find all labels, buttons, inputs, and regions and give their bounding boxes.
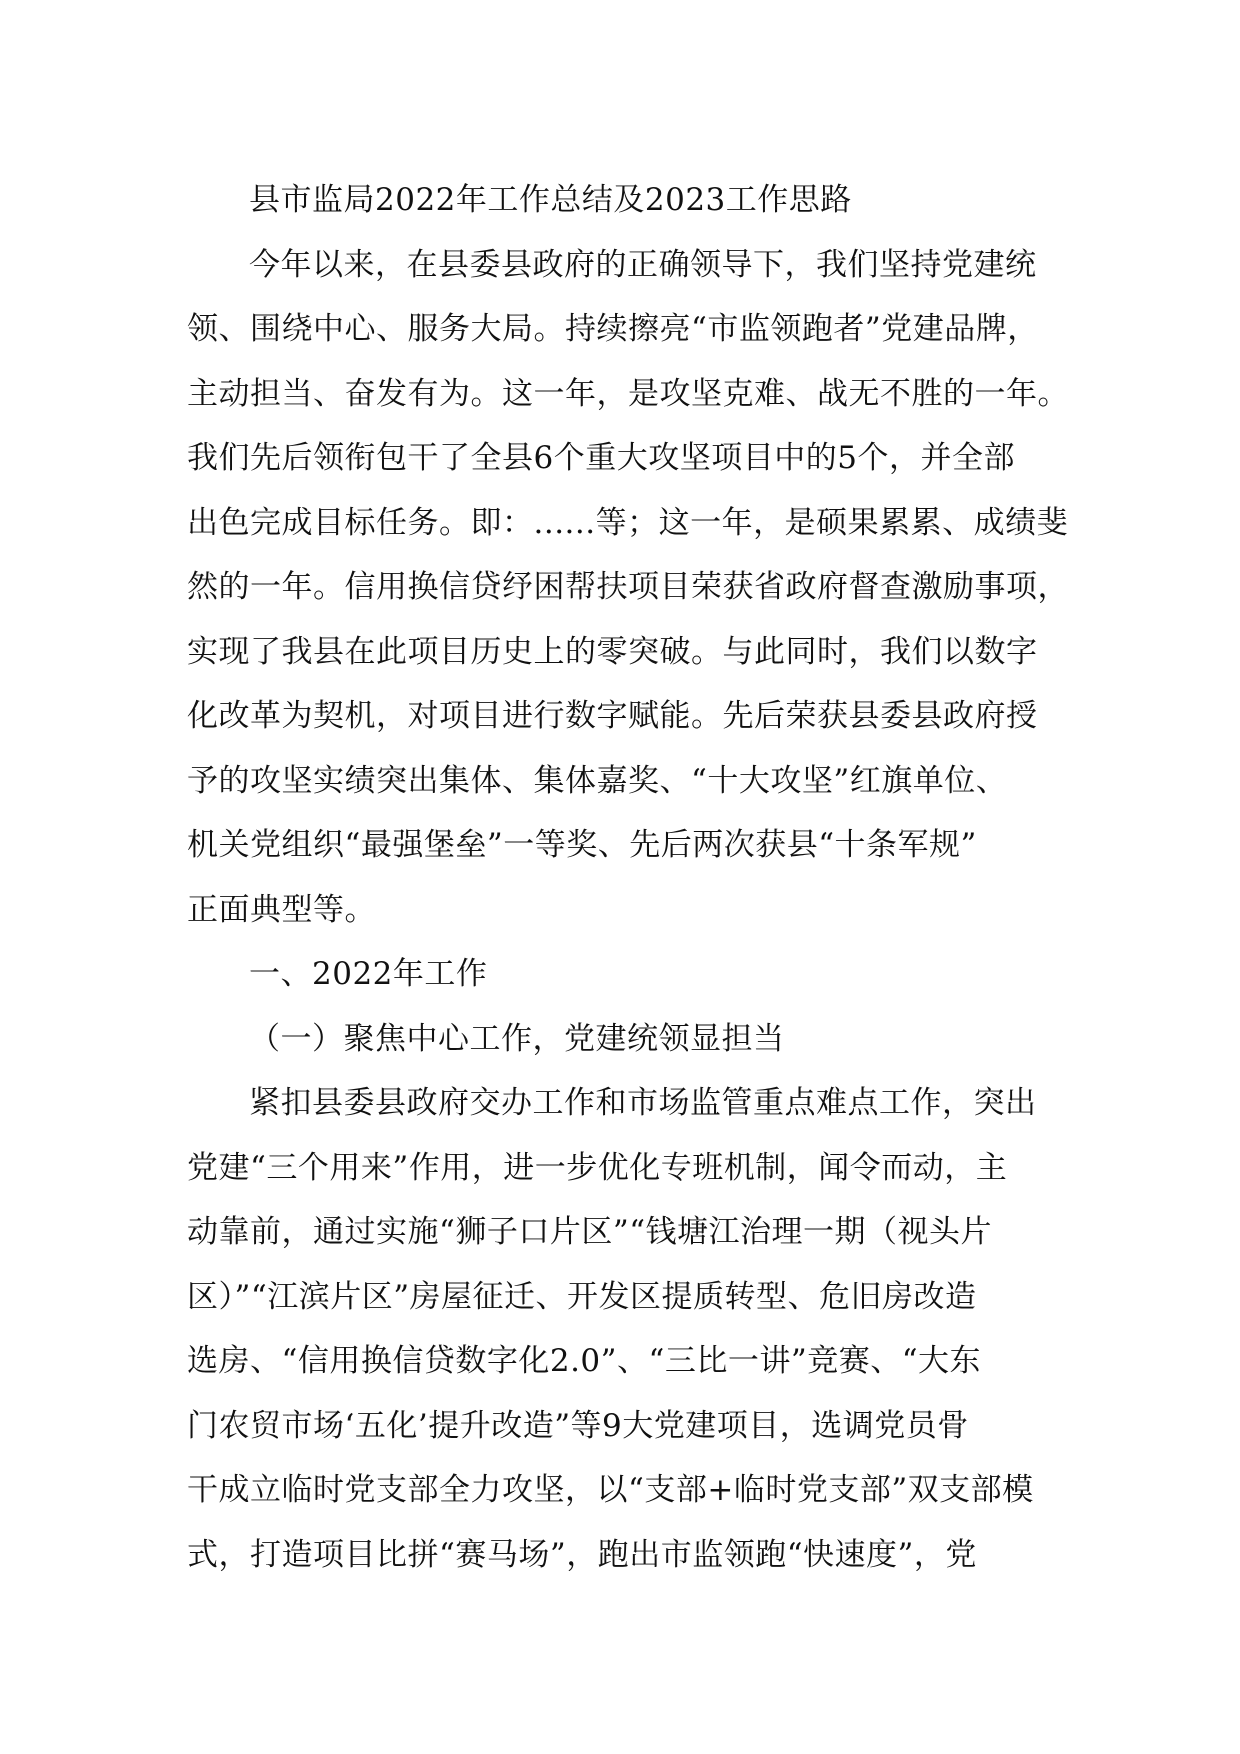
intro-line: 主动担当、奋发有为。这一年，是攻坚克难、战无不胜的一年。 <box>187 375 1069 412</box>
body-line: 党建“三个用来”作用，进一步优化专班机制，闻令而动，主 <box>187 1149 1008 1186</box>
intro-line: 出色完成目标任务。即：......等；这一年，是硕果累累、成绩斐 <box>187 504 1069 541</box>
document-title: 县市监局2022年工作总结及2023工作思路 <box>249 182 852 218</box>
intro-line: 正面典型等。 <box>187 891 376 928</box>
intro-paragraph <box>187 233 1087 943</box>
intro-line: 领、围绕中心、服务大局。持续擦亮“市监领跑者”党建品牌， <box>187 311 1039 347</box>
intro-line: 然的一年。信用换信贷纾困帮扶项目荣获省政府督查激励事项， <box>187 569 1069 605</box>
intro-line: 今年以来，在县委县政府的正确领导下，我们坚持党建统 <box>249 246 1037 283</box>
body-line: 区）”“江滨片区”房屋征迁、开发区提质转型、危旧房改造 <box>187 1278 977 1315</box>
body-line: 动靠前，通过实施“狮子口片区”“钱塘江治理一期（视头片 <box>187 1214 993 1250</box>
body-line: 紧扣县委县政府交办工作和市场监管重点难点工作，突出 <box>249 1085 1037 1121</box>
intro-line: 我们先后领衔包干了全县6个重大攻坚项目中的5个，并全部 <box>187 440 1015 476</box>
body-line: 选房、“信用换信贷数字化2.0”、“三比一讲”竞赛、“大东 <box>187 1343 982 1379</box>
intro-line: 予的攻坚实绩突出集体、集体嘉奖、“十大攻坚”红旗单位、 <box>187 762 1008 799</box>
subsection-heading: （一）聚焦中心工作，党建统领显担当 <box>249 1020 785 1057</box>
section-heading: 一、2022年工作 <box>249 956 488 992</box>
body-line: 门农贸市场‘五化’提升改造”等9大党建项目，选调党员骨 <box>187 1407 969 1444</box>
intro-line: 实现了我县在此项目历史上的零突破。与此同时，我们以数字 <box>187 633 1038 670</box>
intro-line: 化改革为契机，对项目进行数字赋能。先后荣获县委县政府授 <box>187 698 1038 734</box>
intro-line: 机关党组织“最强堡垒”一等奖、先后两次获县“十条军规” <box>187 827 977 863</box>
document-body <box>187 168 1087 1587</box>
body-line: 式，打造项目比拼“赛马场”，跑出市监领跑“快速度”，党 <box>187 1536 977 1573</box>
body-line: 干成立临时党支部全力攻坚，以“支部+临时党支部”双支部模 <box>187 1472 1034 1508</box>
body-paragraph <box>187 1071 1087 1587</box>
